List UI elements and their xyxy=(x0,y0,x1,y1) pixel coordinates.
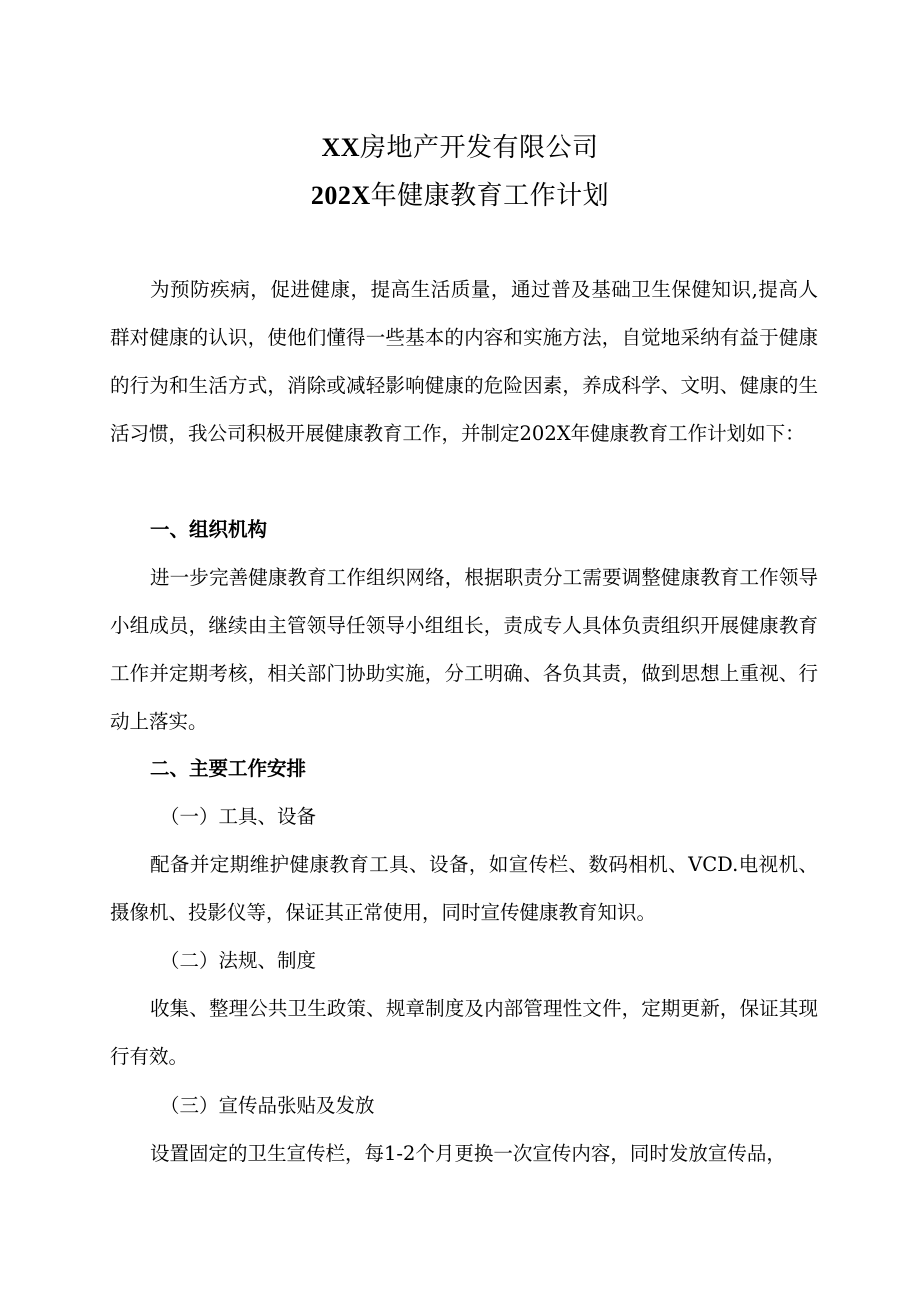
title-company-prefix: XX xyxy=(321,133,361,162)
intro-block xyxy=(110,266,818,458)
title-plan-year: 202X xyxy=(310,181,371,210)
subsection-heading-tools: （一）工具、设备 xyxy=(160,805,317,828)
section-heading-organization: 一、组织机构 xyxy=(150,518,268,541)
section-1-heading-block xyxy=(110,506,818,554)
document-title-plan xyxy=(0,180,920,212)
section-paragraph-organization: 进一步完善健康教育工作组织网络，根据职责分工需要调整健康教育工作领导小组成员，继续由主管领导任领导小组组长，责成专人具体负责组织开展健康教育工作并定期考核，相关部门协助实施，分工明确、各负其责，做到思想上重视、行动上落实。 xyxy=(110,566,818,733)
title-company-name: 房地产开发有限公司 xyxy=(360,133,599,163)
title-plan-name: 年健康教育工作计划 xyxy=(370,181,610,211)
subsection-2-heading-block xyxy=(110,937,818,985)
subsection-1-heading-block xyxy=(110,793,818,841)
subsection-paragraph-publicity: 设置固定的卫生宣传栏，每1-2个月更换一次宣传内容，同时发放宣传品， xyxy=(150,1142,786,1165)
document-title-company xyxy=(0,132,920,164)
section-heading-work-arrangement: 二、主要工作安排 xyxy=(150,757,307,780)
intro-paragraph: 为预防疾病，促进健康，提高生活质量，通过普及基础卫生保健知识,提高人群对健康的认识，使他们懂得一些基本的内容和实施方法，自觉地采纳有益于健康的行为和生活方式，消除或减轻影响健康的危险因素，养成科学、文明、健康的生活习惯，我公司积极开展健康教育工作，并制定202X年健康教育工作计划如下： xyxy=(110,278,818,445)
subsection-3-heading-block xyxy=(110,1082,818,1130)
subsection-2-body-block xyxy=(110,985,818,1081)
subsection-paragraph-regulations: 收集、整理公共卫生政策、规章制度及内部管理性文件，定期更新，保证其现行有效。 xyxy=(110,997,818,1068)
subsection-3-body-block xyxy=(110,1130,818,1178)
subsection-1-body-block xyxy=(110,841,818,937)
subsection-heading-publicity: （三）宣传品张贴及发放 xyxy=(160,1094,375,1117)
section-2-heading-block xyxy=(110,745,818,793)
section-1-body-block xyxy=(110,554,818,746)
subsection-heading-regulations: （二）法规、制度 xyxy=(160,949,317,972)
subsection-paragraph-tools: 配备并定期维护健康教育工具、设备，如宣传栏、数码相机、VCD.电视机、摄像机、投影仪等，保证其正常使用，同时宣传健康教育知识。 xyxy=(110,853,818,924)
